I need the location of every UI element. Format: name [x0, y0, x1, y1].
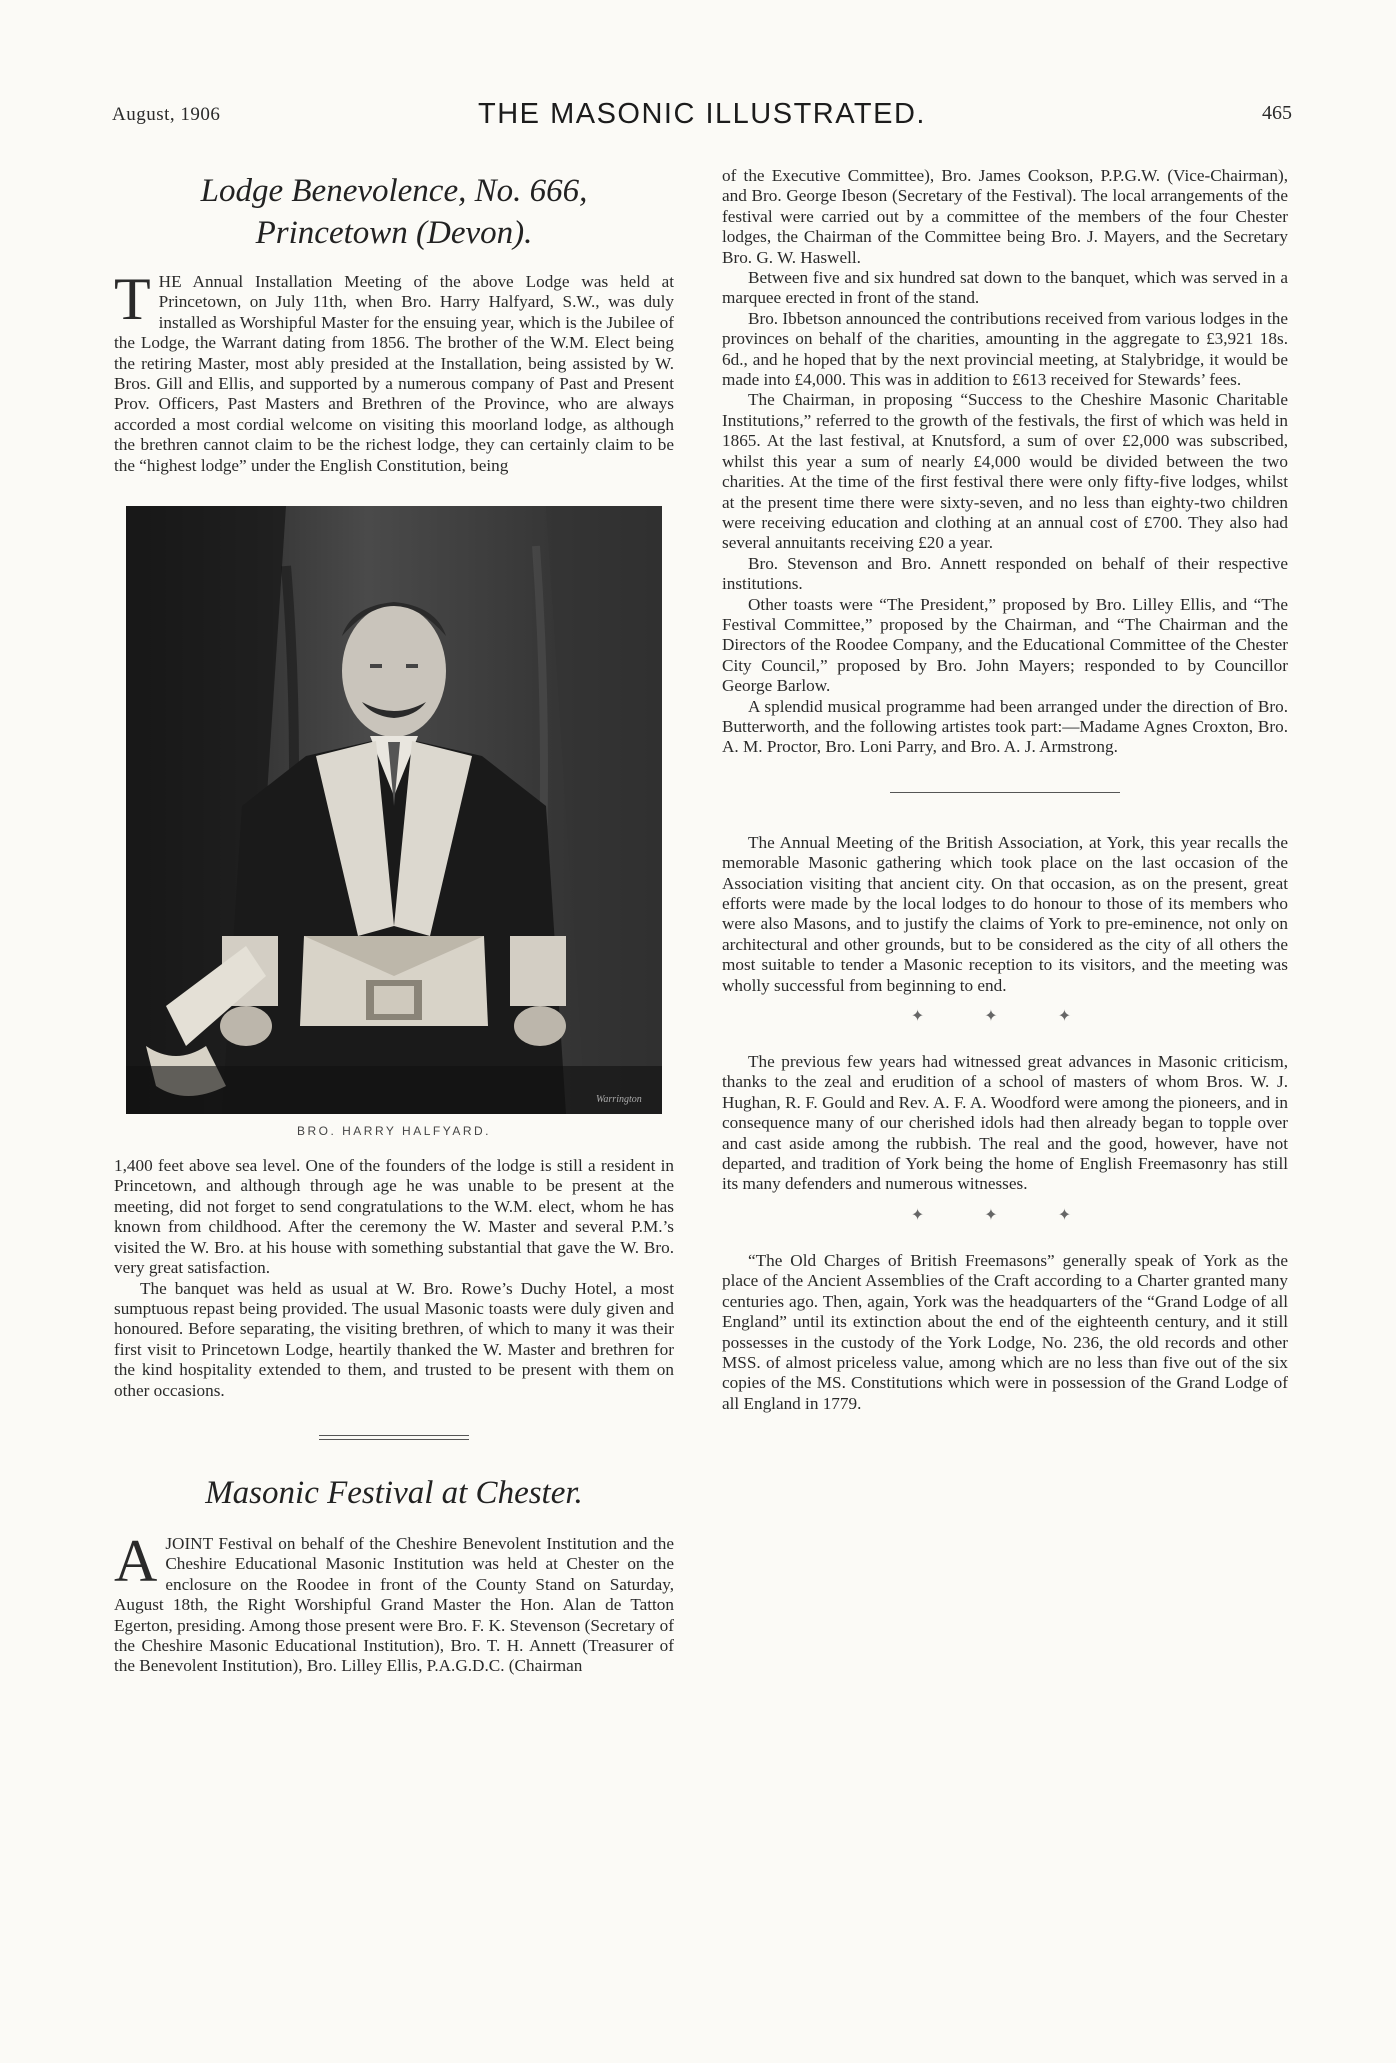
- article2-paragraph: Between five and six hundred sat down to the banquet, which was served in a marquee erected in front of the stand.: [722, 268, 1288, 308]
- ornament-separator: ✦ ✦ ✦: [910, 1206, 1100, 1224]
- article2-title: Masonic Festival at Chester.: [205, 1474, 583, 1511]
- article1-title-line1: Lodge Benevolence, No. 666,: [200, 173, 588, 209]
- section-divider: [319, 1435, 469, 1436]
- article2-paragraph: Other toasts were “The President,” proposed by Bro. Lilley Ellis, and “The Festival Committee,” proposed by the Chairman, and “The Chairman and the Directors of the Roodee Company, and the Educational Committee of the Chester City Council,” proposed by Bro. John Mayers; responded to by Councillor George Barlow.: [722, 594, 1288, 696]
- dropcap-t: T: [114, 266, 151, 332]
- article1-paragraph: THE Annual Installation Meeting of the above Lodge was held at Princetown, on July 11th, when Bro. Harry Halfyard, S.W., was duly installed as Worshipful Master for the ensuing year, which is the Jubilee of the Lodge, the Warrant dating from 1856. The brother of the W.M. Elect being the retiring Master, most ably presided at the Installation, being assisted by W. Bros. Gill and Ellis, and supported by a numerous company of Past and Present Prov. Officers, Past Masters and Brethren of the Province, who are always accorded a most cordial welcome on visiting this moorland lodge, as although the brethren cannot claim to be the richest lodge, they can certainly claim to be the “highest lodge” under the English Constitution, being: [114, 266, 674, 475]
- article2-paragraph: A splendid musical programme had been arranged under the direction of Bro. Butterworth, and the following artistes took part:—Madame Agnes Croxton, Bro. A. M. Proctor, Bro. Loni Parry, and Bro. A. J. Armstrong.: [722, 696, 1288, 757]
- photo-credit: Warrington: [596, 1094, 642, 1106]
- page-header: [112, 98, 1292, 138]
- section-divider: [319, 1439, 469, 1440]
- article2-paragraph: The Chairman, in proposing “Success to the Cheshire Masonic Charitable Institutions,” referred to the growth of the festivals, the first of which was held in 1865. At the last festival, at Knutsford, a sum of over £2,000 was subscribed, whilst this year a sum of nearly £4,000 would be divided between the two charities. At the time of the first festival there were only fifty-five lodges, whilst at the present time there were sixty-seven, and no less than eighty-two children were receiving education and clothing at an annual cost of £700. They also had several annuitants receiving £20 a year.: [722, 390, 1288, 553]
- article2-paragraph: of the Executive Committee), Bro. James Cookson, P.P.G.W. (Vice-Chairman), and Bro. George Ibeson (Secretary of the Festival). The local arrangements of the festival were carried out by a committee of the members of the four Chester lodges, the Chairman of the Committee being Bro. J. Mayers, and the Secretary Bro. G. W. Haswell.: [722, 166, 1288, 267]
- header-date: August, 1906: [112, 104, 221, 125]
- article3-paragraph: “The Old Charges of British Freemasons” generally speak of York as the place of the Ancient Assemblies of the Craft according to a Charter granted many centuries ago. Then, again, York was the headquarters of the “Grand Lodge of all England” until its extinction about the end of the eighteenth century, and it still possesses in the custody of the York Lodge, No. 236, the old records and other MSS. of almost priceless value, among which are no less than five out of the six copies of the MS. Constitutions which were in possession of the Grand Lodge of all England in 1779.: [722, 1250, 1288, 1413]
- article1-paragraph: The banquet was held as usual at W. Bro. Rowe’s Duchy Hotel, a most sumptuous repast being provided. The usual Masonic toasts were duly given and honoured. Before separating, the visiting brethren, of which to many it was their first visit to Princetown Lodge, heartily thanked the W. Master and brethren for the kind hospitality extended to them, and trusted to be present with them on other occasions.: [114, 1278, 674, 1400]
- photo-caption: BRO. HARRY HALFYARD.: [296, 1124, 492, 1139]
- article1-paragraph: 1,400 feet above sea level. One of the founders of the lodge is still a resident in Princetown, and although through age he was unable to be present at the meeting, did not forget to send congratulations to the W.M. elect, whom he has known from childhood. After the ceremony the W. Master and several P.M.’s visited the W. Bro. at his house with something substantial that gave the W. Bro. very great satisfaction.: [114, 1156, 674, 1278]
- article3-paragraph: The Annual Meeting of the British Association, at York, this year recalls the memorable Masonic gathering which took place on the last occasion of the Association visiting that ancient city. On that occasion, as on the present, great efforts were made by the local lodges to do honour to those of its members who were also Masons, and to justify the claims of York to pre-eminence, not only on architectural and other grounds, but to be considered as the city of all others the most suitable to tender a Masonic reception to its visitors, and the meeting was wholly successful from beginning to end.: [722, 832, 1288, 995]
- article2-paragraph: Bro. Stevenson and Bro. Annett responded on behalf of their respective institutions.: [722, 553, 1288, 594]
- right-column: [722, 166, 1288, 1414]
- ornament-separator: ✦ ✦ ✦: [910, 1008, 1100, 1026]
- article2-paragraph: Bro. Ibbetson announced the contributions received from various lodges in the provinces on behalf of the charities, amounting in the aggregate to £3,921 18s. 6d., and he hoped that by the next provincial meeting, at Stalybridge, it would be made into £4,000. This was in addition to £613 received for Stewards’ fees.: [722, 308, 1288, 390]
- article1-title-line2: Princetown (Devon).: [255, 215, 533, 251]
- page-number: 465: [1262, 102, 1292, 124]
- masthead-title: THE MASONIC ILLUSTRATED.: [478, 98, 926, 130]
- article2-paragraph: AJOINT Festival on behalf of the Cheshire Benevolent Institution and the Cheshire Educational Masonic Institution was held at Chester on the enclosure on the Roodee in front of the County Stand on Saturday, August 18th, the Right Worshipful Grand Master the Hon. Alan de Tatton Egerton, presiding. Among those present were Bro. F. K. Stevenson (Secretary of the Cheshire Masonic Educational Institution), Bro. T. H. Annett (Treasurer of the Benevolent Institution), Bro. Lilley Ellis, P.A.G.D.C. (Chairman: [114, 1527, 674, 1676]
- left-column: [114, 170, 674, 1677]
- portrait-photo: [126, 506, 662, 1114]
- portrait-image: [126, 506, 662, 1114]
- dropcap-a: A: [114, 1527, 158, 1594]
- article3-paragraph: The previous few years had witnessed great advances in Masonic criticism, thanks to the zeal and erudition of a school of masters of whom Bros. W. J. Hughan, R. F. Gould and Rev. A. F. A. Woodford were among the pioneers, and in consequence many of our cherished idols had then already began to topple over and cast aside among the rubbish. The real and the good, however, have not departed, and tradition of York being the home of English Freemasonry has still its many defenders and numerous witnesses.: [722, 1052, 1288, 1194]
- section-divider: [890, 792, 1120, 793]
